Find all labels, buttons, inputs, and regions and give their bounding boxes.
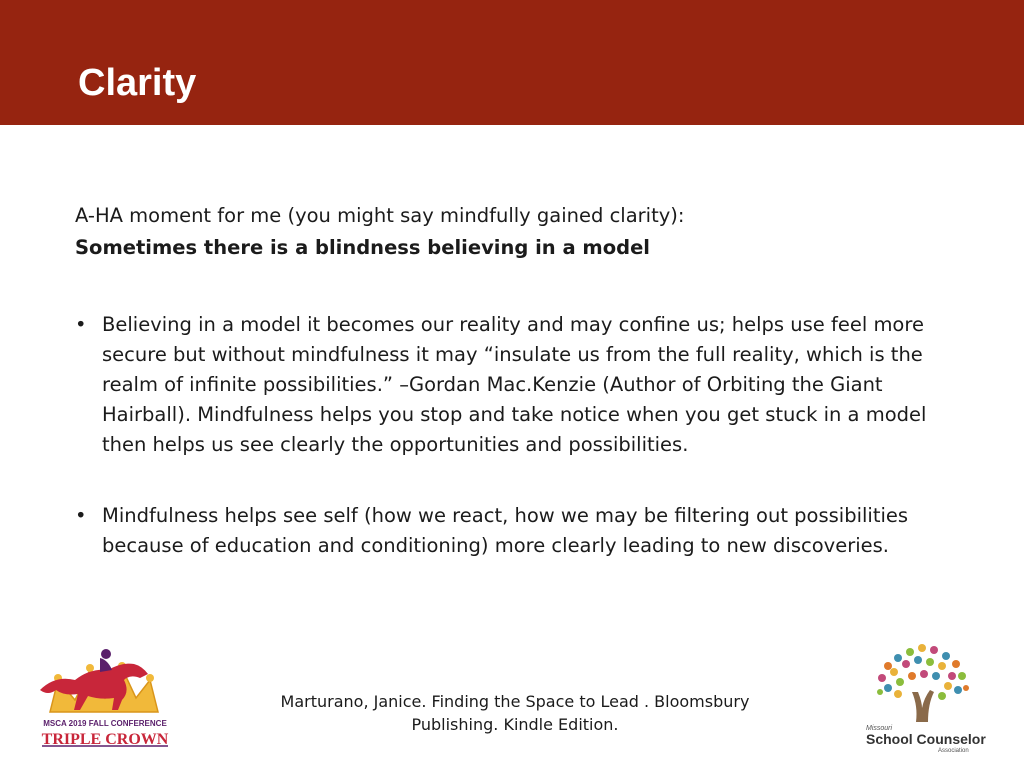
triple-crown-logo — [30, 640, 180, 750]
title-bar — [0, 0, 1024, 125]
bullet-list — [75, 310, 955, 561]
intro-block — [75, 200, 975, 264]
bullet-item — [75, 310, 955, 460]
left-logo-subtitle: MSCA 2019 FALL CONFERENCE — [43, 719, 167, 728]
citation-line-2: Publishing. Kindle Edition. — [411, 715, 619, 734]
left-logo-title: TRIPLE CROWN — [41, 731, 169, 748]
citation-line-1: Marturano, Janice. Finding the Space to Lead . Bloomsbury — [280, 692, 750, 711]
intro-bold-line: Sometimes there is a blindness believing in a model — [75, 236, 650, 259]
slide-title: Clarity — [78, 62, 197, 104]
citation — [265, 690, 765, 736]
bullet-item — [75, 501, 955, 561]
right-logo-title: School Counselor — [866, 731, 986, 747]
bullet-text: Believing in a model it becomes our reality and may confine us; helps use feel more secure but without mindfulness it may “insulate us from the full reality, which is the realm of infinite possibilities.” –Gordan Mac.Kenzie (Author of Orbiting the Giant Hairball). Mindfulness helps you stop and take notice when you get stuck in a model then helps us see clearly the opportunities and possibilities. — [102, 313, 927, 456]
bullet-icon: • — [75, 313, 87, 336]
bullet-icon: • — [75, 504, 87, 527]
school-counselor-logo — [858, 636, 988, 754]
right-logo-subtitle: Association — [938, 748, 969, 754]
intro-line: A-HA moment for me (you might say mindfully gained clarity): — [75, 204, 685, 227]
bullet-text: Mindfulness helps see self (how we react, how we may be filtering out possibilities because of education and conditioning) more clearly leading to new discoveries. — [102, 504, 909, 557]
right-logo-state: Missouri — [866, 725, 893, 732]
